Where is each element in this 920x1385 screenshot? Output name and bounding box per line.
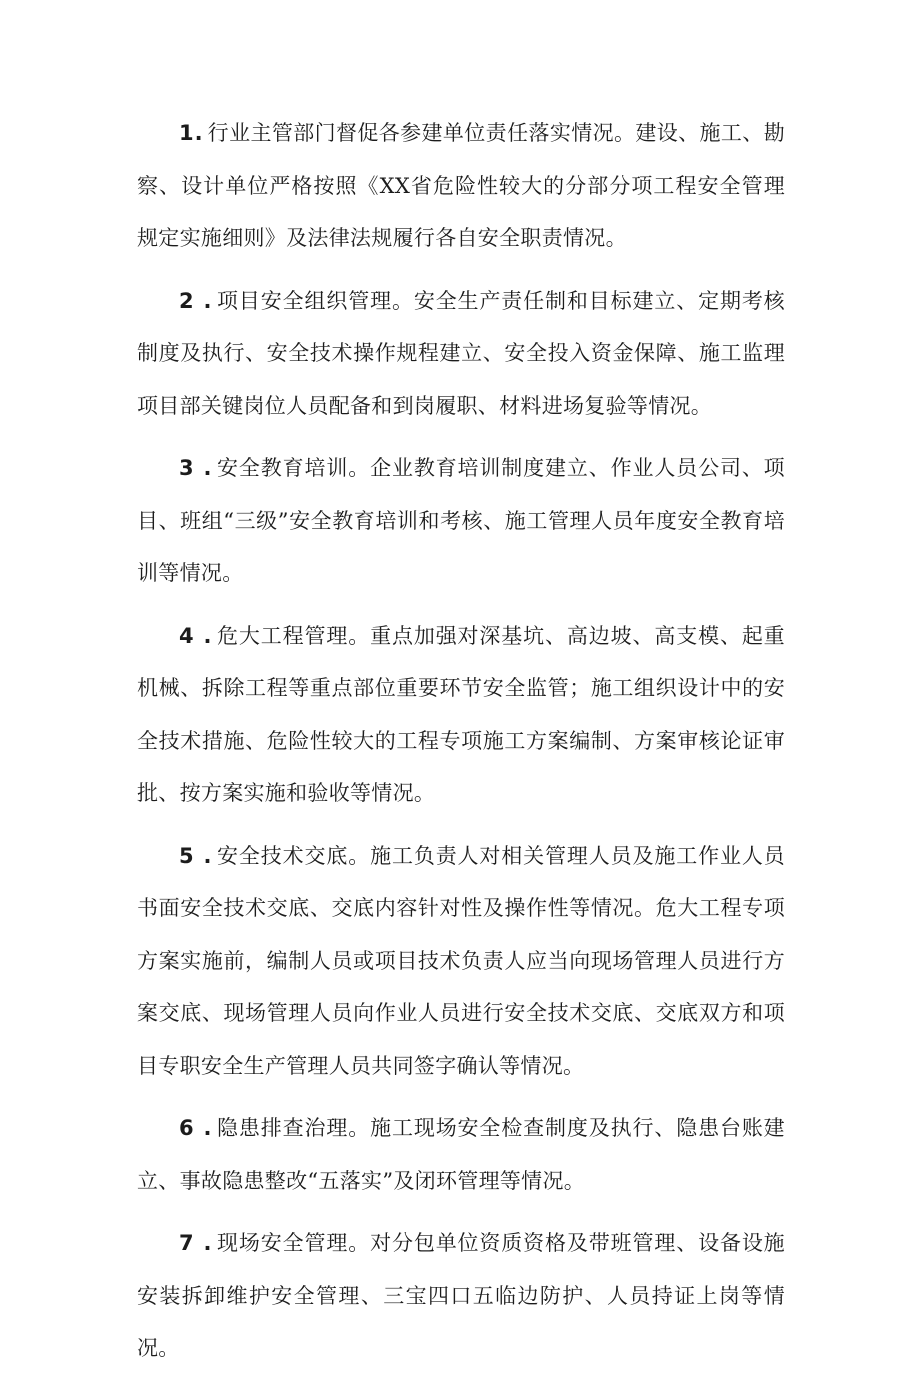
paragraph-number: 5 . bbox=[179, 843, 213, 868]
paragraph-number: 7 . bbox=[179, 1231, 213, 1255]
paragraph-text: 隐患排查治理。施工现场安全检查制度及执行、隐患台账建立、事故隐患整改“五落实”及闭环管理等情况。 bbox=[137, 1116, 785, 1193]
paragraph-number: 4 . bbox=[179, 623, 213, 648]
paragraph-5 bbox=[137, 830, 785, 1093]
paragraph-4 bbox=[137, 610, 785, 820]
paragraph-3 bbox=[137, 442, 785, 600]
paragraph-text: 安全技术交底。施工负责人对相关管理人员及施工作业人员书面安全技术交底、交底内容针对性及操作性等情况。危大工程专项方案实施前，编制人员或项目技术负责人应当向现场管理人员进行方案交底、现场管理人员向作业人员进行安全技术交底、交底双方和项目专职安全生产管理人员共同签字确认等情况。 bbox=[137, 843, 785, 1078]
document-body bbox=[137, 107, 785, 1385]
paragraph-text: 危大工程管理。重点加强对深基坑、高边坡、高支模、起重机械、拆除工程等重点部位重要环节安全监管；施工组织设计中的安全技术措施、危险性较大的工程专项施工方案编制、方案审核论证审批、按方案实施和验收等情况。 bbox=[137, 623, 785, 805]
paragraph-1 bbox=[137, 107, 785, 265]
paragraph-7 bbox=[137, 1217, 785, 1375]
paragraph-number: 6 . bbox=[179, 1116, 213, 1140]
paragraph-number: 1. bbox=[179, 121, 204, 145]
paragraph-text: 行业主管部门督促各参建单位责任落实情况。建设、施工、勘察、设计单位严格按照《XX省危险性较大的分部分项工程安全管理规定实施细则》及法律法规履行各自安全职责情况。 bbox=[137, 121, 785, 250]
paragraph-text: 项目安全组织管理。安全生产责任制和目标建立、定期考核制度及执行、安全技术操作规程建立、安全投入资金保障、施工监理项目部关键岗位人员配备和到岗履职、材料进场复验等情况。 bbox=[137, 288, 785, 418]
paragraph-6 bbox=[137, 1102, 785, 1207]
paragraph-number: 3 . bbox=[179, 456, 213, 480]
paragraph-text: 安全教育培训。企业教育培训制度建立、作业人员公司、项目、班组“三级”安全教育培训和考核、施工管理人员年度安全教育培训等情况。 bbox=[137, 456, 785, 585]
paragraph-2 bbox=[137, 275, 785, 433]
paragraph-text: 现场安全管理。对分包单位资质资格及带班管理、设备设施安装拆卸维护安全管理、三宝四口五临边防护、人员持证上岗等情况。 bbox=[137, 1231, 785, 1360]
paragraph-number: 2 . bbox=[179, 288, 213, 313]
